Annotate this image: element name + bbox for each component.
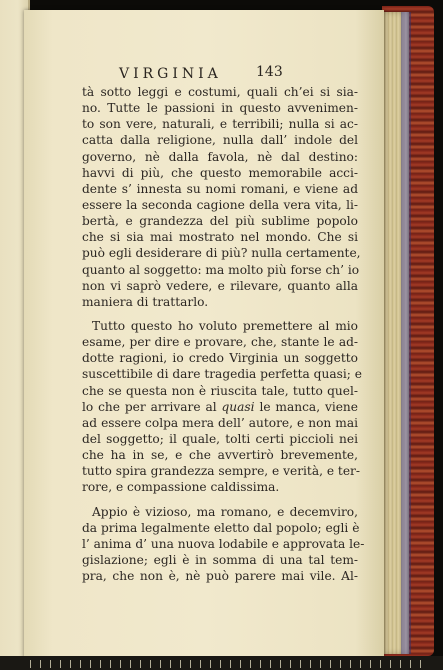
text-line: quanto al soggetto: ma molto più forse ch’ io <box>82 262 360 277</box>
scan-ruler <box>0 656 443 670</box>
text-line: Appio è vizioso, ma romano, e decemviro, <box>92 504 358 519</box>
text-line: l’ anima d’ una nuova lodabile e approvata le- <box>82 536 365 551</box>
text-line: catta dalla religione, nulla dall’ indole del <box>82 133 358 148</box>
italic-word: quasi <box>221 399 255 414</box>
body-text <box>82 84 365 584</box>
paragraph-gap <box>82 496 358 504</box>
text-line: governo, nè dalla favola, nè dal destino: <box>82 149 358 164</box>
text-line: esame, per dire e provare, che, stante le ad- <box>82 335 358 350</box>
text-line: to son vere, naturali, e terribili; nulla si ac- <box>82 117 358 132</box>
text-line: gislazione; egli è in somma di una tal tem- <box>82 552 358 567</box>
text-line: che se questa non è riuscita tale, tutto quel- <box>82 383 358 398</box>
running-head <box>24 62 384 84</box>
text-line: del soggetto; il quale, tolti certi piccioli nei <box>82 431 358 446</box>
text-line: da prima legalmente eletto dal popolo; egli è <box>82 520 360 535</box>
text-line: Tutto questo ho voluto premettere al mio <box>92 318 358 333</box>
paragraph-gap <box>82 310 358 318</box>
text-line: suscettibile di dare tragedia perfetta quasi; e <box>82 367 362 382</box>
text-line: dotte ragioni, io credo Virginia un soggetto <box>82 351 358 366</box>
running-title: VIRGINIA <box>119 66 222 82</box>
text-line: può egli desiderare di più? nulla certamente, <box>82 246 361 261</box>
text-line: no. Tutte le passioni in questo avvenimen- <box>82 101 358 116</box>
text-line: che ha in se, e che avvertirò brevemente, <box>82 448 358 463</box>
text-line: bertà, e grandezza del più sublime popolo <box>82 214 358 229</box>
text-line: essere la seconda cagione della vera vita, li- <box>82 197 358 212</box>
text-line: pra, che non è, nè può parere mai vile. Al- <box>82 569 358 584</box>
text-line: ad essere colpa mera dell’ autore, e non mai <box>82 415 358 430</box>
text-line: havvi di più, che questo memorabile acci- <box>82 165 358 180</box>
text-line: tutto spira grandezza sempre, e verità, e ter- <box>82 464 360 479</box>
text-line: rore, e compassione caldissima. <box>82 480 280 495</box>
page-number: 143 <box>256 64 283 80</box>
text-segment: lo che per arrivare al <box>82 399 217 414</box>
text-line: non vi saprò vedere, e rilevare, quanto alla <box>82 278 358 293</box>
text-line: tà sotto leggi e costumi, quali ch’ei si sia- <box>82 85 358 99</box>
page-edges <box>381 12 409 654</box>
text-line: che si sia mai mostrato nel mondo. Che si <box>82 230 358 245</box>
text-line: maniera di trattarlo. <box>82 294 209 309</box>
ruler-ticks <box>30 660 430 668</box>
text-line-with-italic <box>82 399 358 415</box>
text-line: dente s’ innesta su nomi romani, e viene ad <box>82 181 358 196</box>
text-segment: le manca, viene <box>259 399 358 414</box>
